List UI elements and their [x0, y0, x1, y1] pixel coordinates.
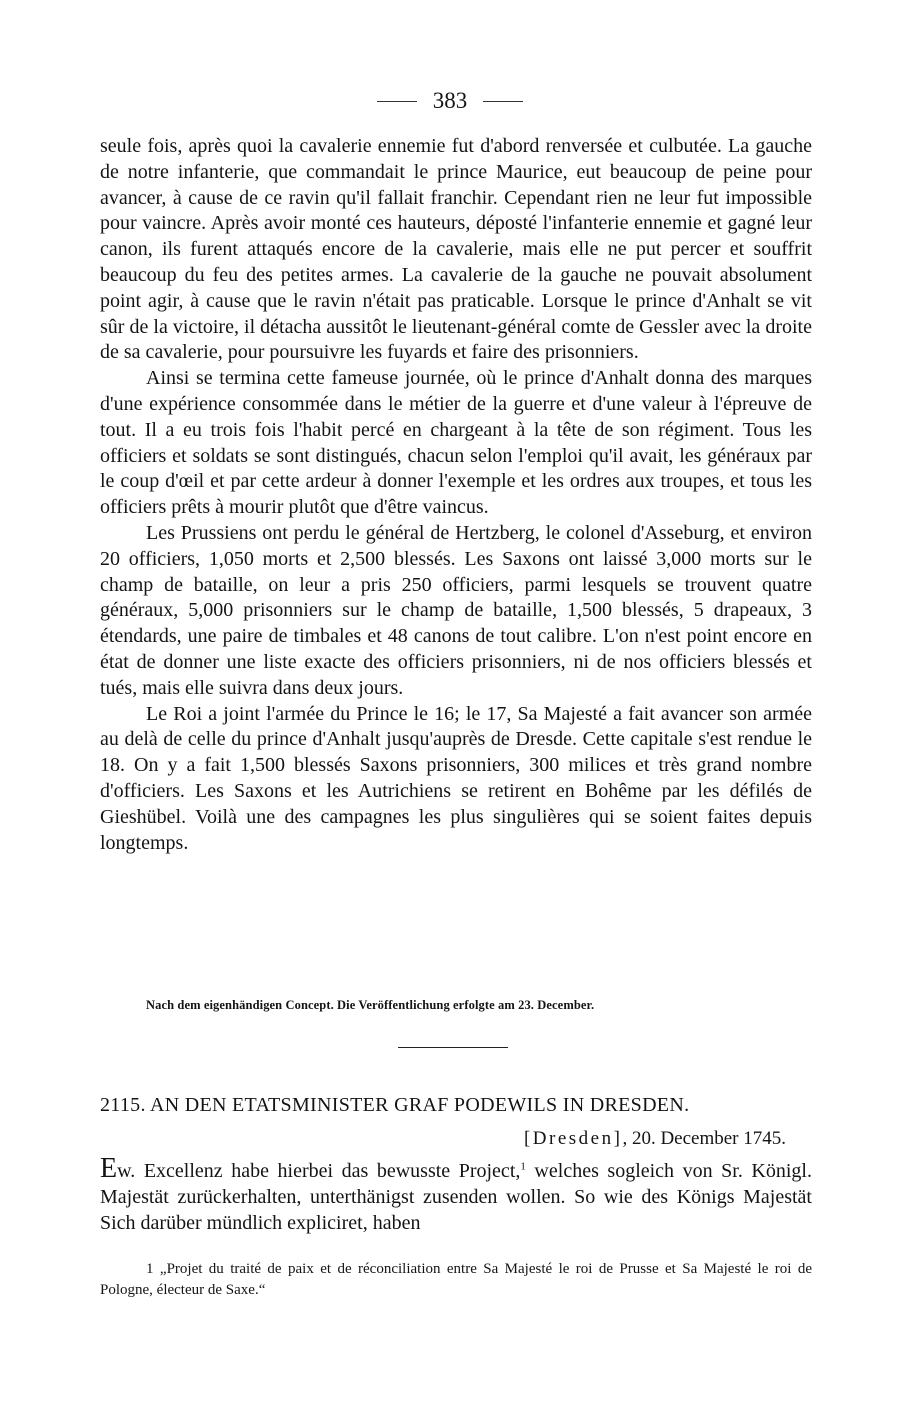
dateline — [100, 1128, 786, 1150]
dateline-place: [Dresden] — [523, 1128, 623, 1149]
paragraph-4: Le Roi a joint l'armée du Prince le 16; le 17, Sa Majesté a fait avancer son armée au delà de celle du prince d'Anhalt jusqu'auprès de Dresde. Cette capitale s'est rendue le 18. On y a fait 1,500 blessés Saxons prisonniers, 300 milices et très grand nombre d'officiers. Les Saxons et les Autrichiens se retirent en Bohême par les défilés de Gieshübel. Voilà une des campagnes les plus singulières qui se soient faites depuis longtemps. — [100, 702, 812, 854]
source-note: Nach dem eigenhändigen Concept. Die Veröffentlichung erfolgte am 23. December. — [146, 998, 595, 1012]
paragraph-1: seule fois, après quoi la cavalerie ennemie fut d'abord renversée et culbutée. La gauche de notre infanterie, que commandait le prince Maurice, eut beaucoup de peine pour avancer, à cause de ce ravin qu'il fallait franchir. Cependant rien ne leur fut impossible pour vaincre. Après avoir monté ces hauteurs, déposté l'infanterie ennemie et gagné leur canon, ils furent attaqués encore de la cavalerie, mais elle ne put percer et souffrit beaucoup du feu des petites armes. La cavalerie de la gauche ne pouvait absolument point agir, à cause que le ravin n'était pas praticable. Lorsque le prince d'Anhalt se vit sûr de la victoire, il détacha aussitôt le lieutenant-général comte de Gessler avec la droite de sa cavalerie, pour poursuivre les fuyards et faire des prisonniers. — [100, 135, 812, 364]
letter-initial: E — [100, 1153, 118, 1184]
letter-text-part2: welches sogleich von Sr. Königl. Majestät zurückerhalten, unterthänigst zusenden wollen. So wie des Königs Majestät Sich darüber mündlich expliciret, haben — [100, 1160, 812, 1234]
footnote-reference[interactable]: 1 — [520, 1160, 526, 1173]
letter-text — [100, 1153, 812, 1236]
footnote-mark: 1 — [146, 1261, 154, 1277]
footnote — [100, 1259, 812, 1301]
page-header — [0, 88, 900, 114]
header-dash-right — [483, 101, 523, 102]
main-text — [100, 134, 812, 856]
header-dash-left — [377, 101, 417, 102]
section-divider — [398, 1047, 508, 1048]
document-heading: 2115. AN DEN ETATSMINISTER GRAF PODEWILS IN DRESDEN. — [100, 1094, 690, 1116]
footnote-text: „Projet du traité de paix et de réconciliation entre Sa Majesté le roi de Prusse et Sa Majesté le roi de Pologne, électeur de Saxe.“ — [100, 1261, 812, 1298]
dateline-date: , 20. December 1745. — [622, 1128, 786, 1149]
paragraph-3: Les Prussiens ont perdu le général de Hertzberg, le colonel d'Asseburg, et environ 20 officiers, 1,050 morts et 2,500 blessés. Les Saxons ont laissé 3,000 morts sur le champ de bataille, on leur a pris 250 officiers, parmi lesquels se trouvent quatre généraux, 5,000 prisonniers sur le champ de bataille, 1,500 blessés, 5 drapeaux, 3 étendards, une paire de timbales et 48 canons de tout calibre. L'on n'est point encore en état de donner une liste exacte des officiers prisonniers, ni de nos officiers blessés et tués, mais elle suivra dans deux jours. — [100, 521, 812, 699]
letter-text-part1: w. Excellenz habe hierbei das bewusste Project, — [117, 1160, 521, 1182]
paragraph-2: Ainsi se termina cette fameuse journée, où le prince d'Anhalt donna des marques d'une expérience consommée dans le métier de la guerre et d'une valeur à l'épreuve de tout. Il a eu trois fois l'habit percé en chargeant à la tête de son régiment. Tous les officiers et soldats se sont distingués, chacun selon l'emploi qu'il avait, les généraux par le coup d'œil et par cette ardeur à donner l'exemple et les ordres aux troupes, et tous les officiers prêts à mourir plutôt que d'être vaincus. — [100, 367, 812, 519]
page-number: 383 — [432, 88, 468, 113]
